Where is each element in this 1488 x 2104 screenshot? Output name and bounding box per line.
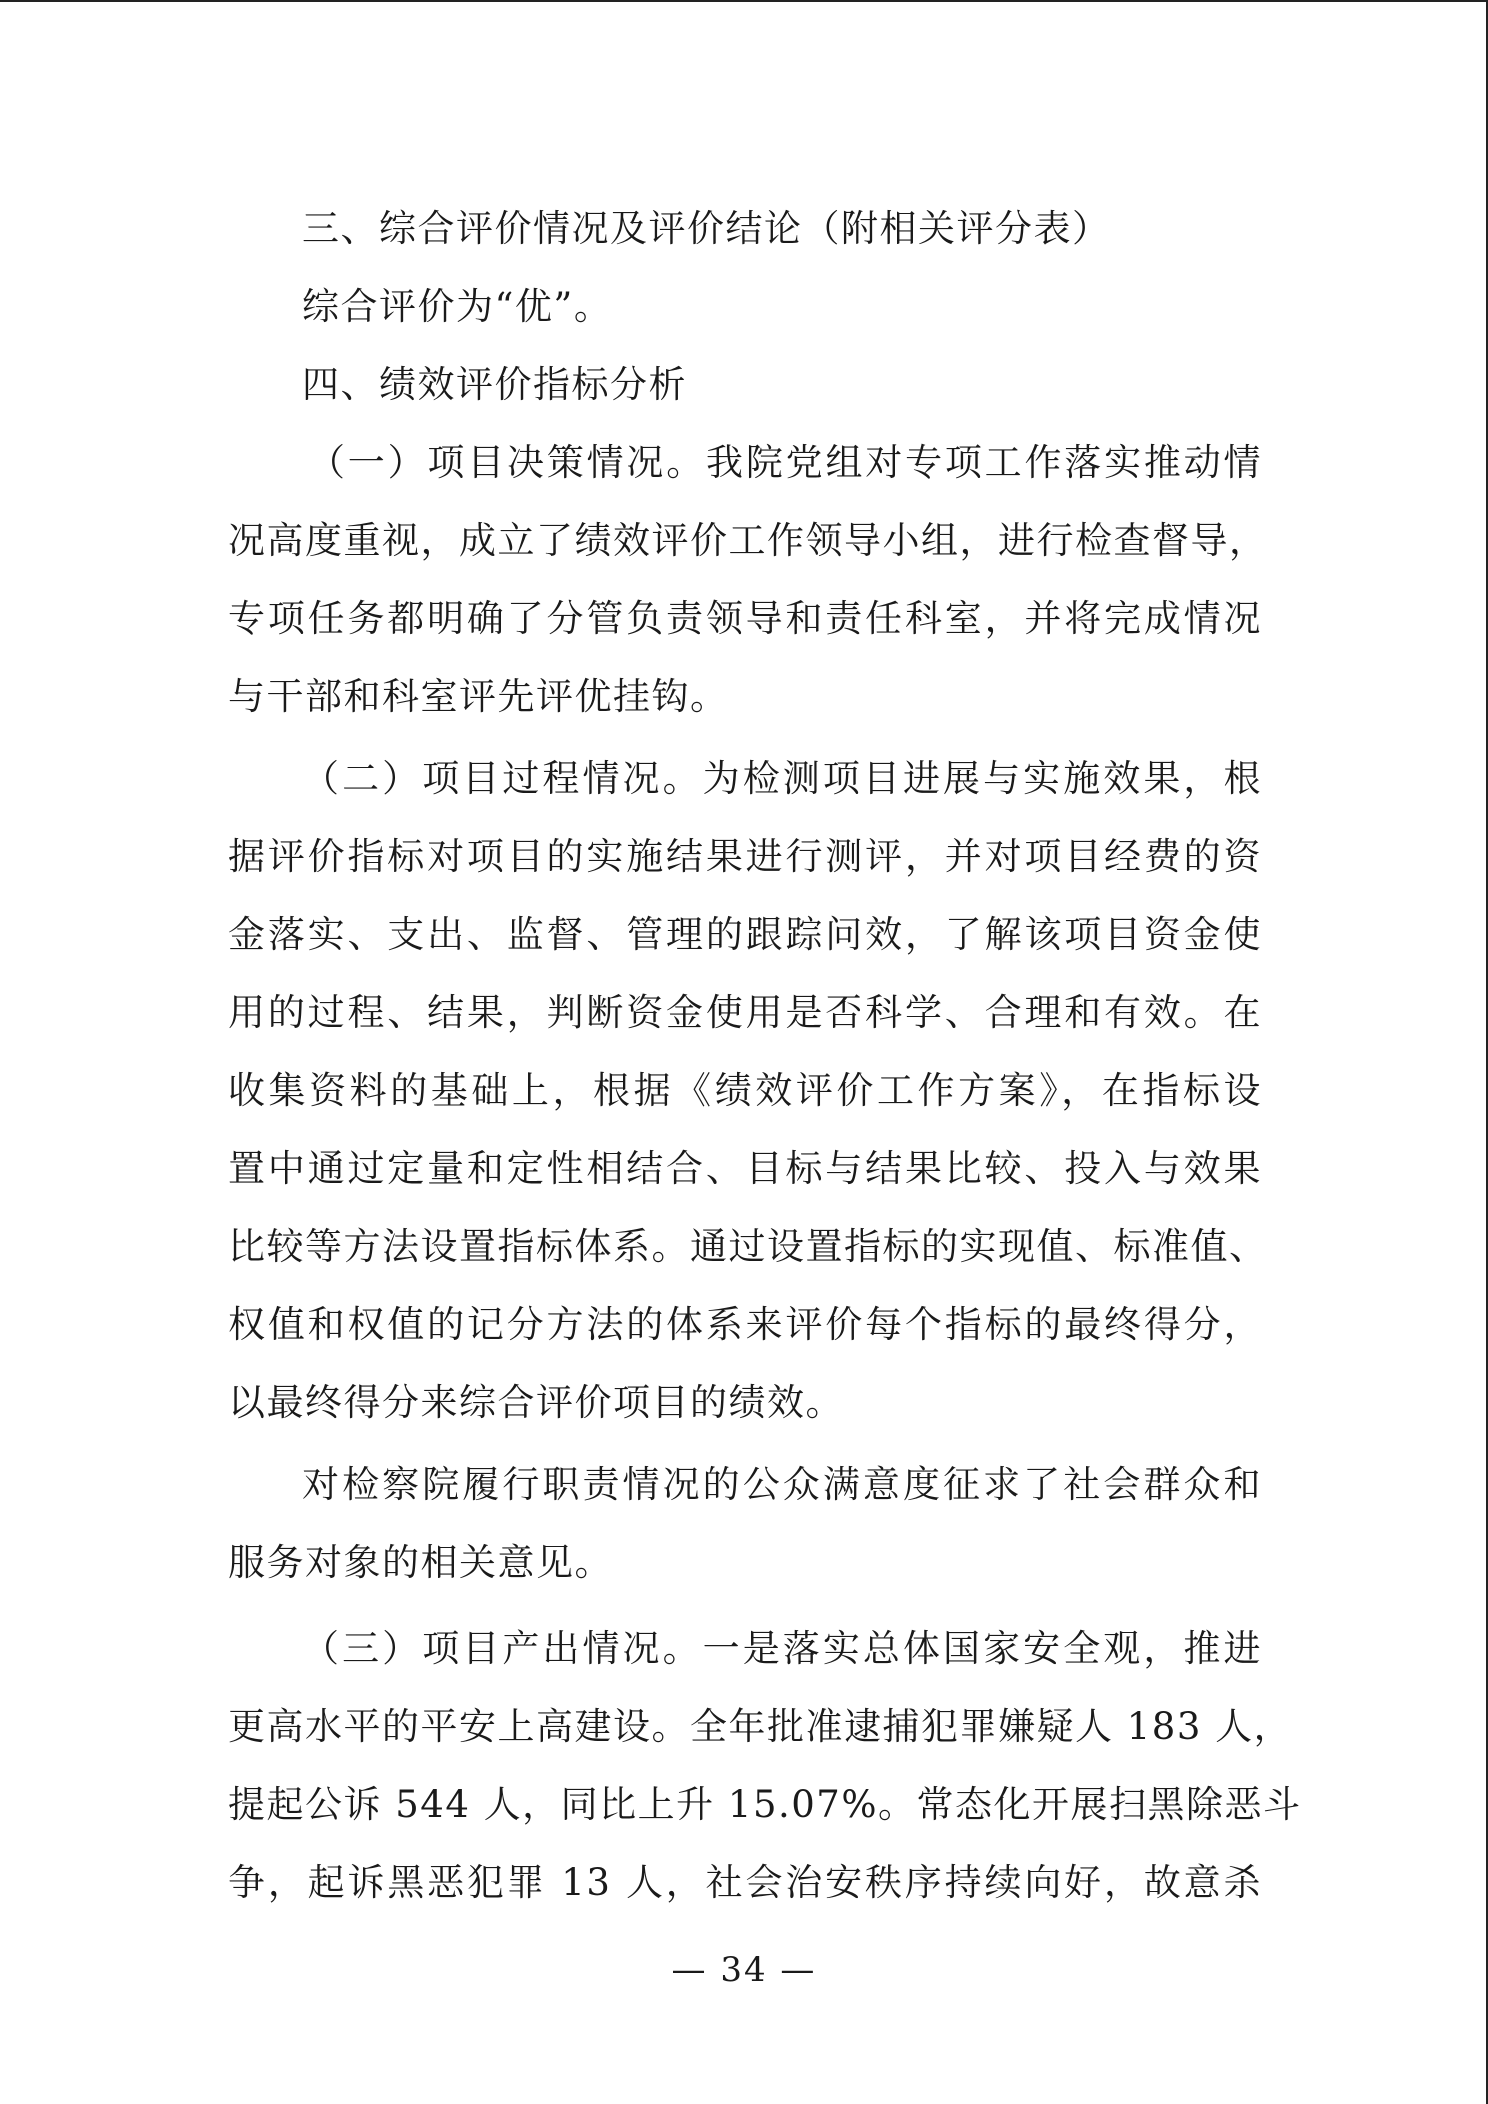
document-body xyxy=(228,190,1302,1922)
paragraph-line: 更高水平的平安上高建设。全年批准逮捕犯罪嫌疑人 183 人， xyxy=(228,1705,1293,1748)
subsection-1-line: （一）项目决策情况。我院党组对专项工作落实推动情 xyxy=(308,441,1262,484)
paragraph-line: 用的过程、结果，判断资金使用是否科学、合理和有效。在 xyxy=(228,991,1262,1034)
paragraph-line: 提起公诉 544 人，同比上升 15.07%。常态化开展扫黑除恶斗 xyxy=(228,1783,1302,1826)
paragraph-line: 与干部和科室评先评优挂钩。 xyxy=(228,675,729,718)
paragraph-line: 对检察院履行职责情况的公众满意度征求了社会群众和 xyxy=(302,1463,1262,1506)
paragraph-line: 权值和权值的记分方法的体系来评价每个指标的最终得分， xyxy=(228,1303,1262,1346)
section-heading-4: 四、绩效评价指标分析 xyxy=(302,363,687,406)
paragraph-line: 争，起诉黑恶犯罪 13 人，社会治安秩序持续向好，故意杀 xyxy=(228,1861,1262,1904)
paragraph-line: 况高度重视，成立了绩效评价工作领导小组，进行检查督导， xyxy=(228,519,1268,562)
subsection-2-line: （二）项目过程情况。为检测项目进展与实施效果，根 xyxy=(302,757,1262,800)
paragraph-line: 专项任务都明确了分管负责领导和责任科室，并将完成情况 xyxy=(228,597,1262,640)
paragraph-line: 收集资料的基础上，根据《绩效评价工作方案》，在指标设 xyxy=(228,1069,1262,1112)
paragraph-line: 以最终得分来综合评价项目的绩效。 xyxy=(228,1381,844,1424)
subsection-3-line: （三）项目产出情况。一是落实总体国家安全观，推进 xyxy=(302,1627,1262,1670)
paragraph-line: 综合评价为“优”。 xyxy=(302,285,613,328)
paragraph-line: 比较等方法设置指标体系。通过设置指标的实现值、标准值、 xyxy=(228,1225,1268,1268)
paragraph-line: 服务对象的相关意见。 xyxy=(228,1541,613,1584)
paragraph-line: 据评价指标对项目的实施结果进行测评，并对项目经费的资 xyxy=(228,835,1262,878)
paragraph-line: 金落实、支出、监督、管理的跟踪问效，了解该项目资金使 xyxy=(228,913,1262,956)
section-heading-3: 三、综合评价情况及评价结论（附相关评分表） xyxy=(302,207,1111,250)
page-top-border xyxy=(0,0,1488,2)
paragraph-line: 置中通过定量和定性相结合、目标与结果比较、投入与效果 xyxy=(228,1147,1262,1190)
page-number: — 34 — xyxy=(671,1950,817,1990)
